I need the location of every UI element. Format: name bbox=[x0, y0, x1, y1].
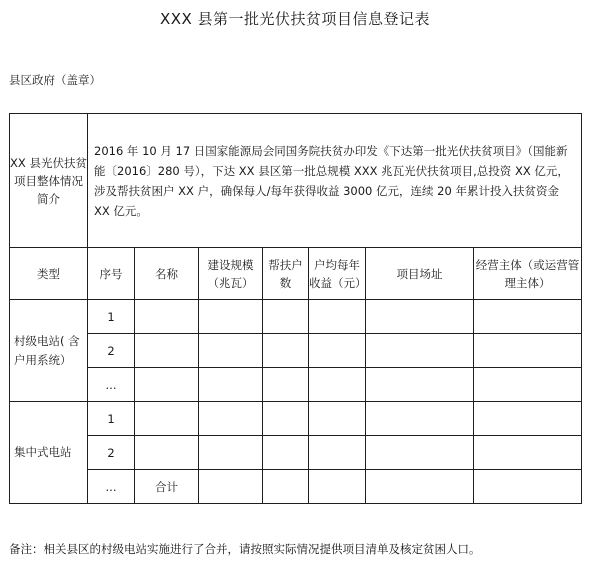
households-cell[interactable] bbox=[263, 402, 309, 436]
table-row bbox=[10, 470, 582, 504]
name-cell[interactable] bbox=[135, 300, 199, 334]
table-row bbox=[10, 436, 582, 470]
county-government-seal-label: 县区政府（盖章） bbox=[9, 73, 101, 87]
income-cell[interactable] bbox=[309, 402, 366, 436]
table-row bbox=[10, 402, 582, 436]
summary-text: 2016 年 10 月 17 日国家能源局会同国务院扶贫办印发《下达第一批光伏扶贫项目》（国能新能〔2016〕280 号），下达 XX 县区第一批总规模 XXX 兆瓦光伏扶贫项目,总投资 XX 亿元，涉及帮扶贫困户 XX 户，确保每人/每年获得收益 3000 亿元，连续 20 年累计投入扶贫资金 XX 亿元。 bbox=[88, 114, 582, 248]
site-cell[interactable] bbox=[366, 368, 474, 402]
name-cell[interactable] bbox=[135, 368, 199, 402]
name-cell[interactable] bbox=[135, 436, 199, 470]
header-annual-income: 户均每年收益（元） bbox=[309, 248, 366, 300]
households-cell[interactable] bbox=[263, 436, 309, 470]
header-serial: 序号 bbox=[88, 248, 135, 300]
name-cell[interactable] bbox=[135, 402, 199, 436]
total-label: 合计 bbox=[135, 470, 199, 504]
serial-cell: ... bbox=[88, 470, 135, 504]
income-cell[interactable] bbox=[309, 334, 366, 368]
operator-cell[interactable] bbox=[474, 436, 582, 470]
serial-cell: ... bbox=[88, 368, 135, 402]
households-cell[interactable] bbox=[263, 470, 309, 504]
header-capacity: 建设规模（兆瓦） bbox=[199, 248, 263, 300]
income-cell[interactable] bbox=[309, 436, 366, 470]
households-cell[interactable] bbox=[263, 300, 309, 334]
capacity-cell[interactable] bbox=[199, 402, 263, 436]
header-households: 帮扶户数 bbox=[263, 248, 309, 300]
households-cell[interactable] bbox=[263, 368, 309, 402]
operator-cell[interactable] bbox=[474, 470, 582, 504]
header-type: 类型 bbox=[10, 248, 88, 300]
capacity-cell[interactable] bbox=[199, 436, 263, 470]
category-centralized-station: 集中式电站 bbox=[10, 402, 88, 504]
operator-cell[interactable] bbox=[474, 368, 582, 402]
header-operator: 经营主体（或运营管理主体） bbox=[474, 248, 582, 300]
serial-cell: 2 bbox=[88, 334, 135, 368]
capacity-cell[interactable] bbox=[199, 300, 263, 334]
header-name: 名称 bbox=[135, 248, 199, 300]
capacity-cell[interactable] bbox=[199, 470, 263, 504]
operator-cell[interactable] bbox=[474, 402, 582, 436]
table-row bbox=[10, 334, 582, 368]
income-cell[interactable] bbox=[309, 470, 366, 504]
income-cell[interactable] bbox=[309, 300, 366, 334]
form-title: XXX 县第一批光伏扶贫项目信息登记表 bbox=[159, 10, 431, 28]
operator-cell[interactable] bbox=[474, 300, 582, 334]
header-row bbox=[10, 248, 582, 300]
site-cell[interactable] bbox=[366, 470, 474, 504]
summary-row bbox=[10, 114, 582, 248]
income-cell[interactable] bbox=[309, 368, 366, 402]
registration-table bbox=[9, 113, 582, 504]
households-cell[interactable] bbox=[263, 334, 309, 368]
site-cell[interactable] bbox=[366, 402, 474, 436]
capacity-cell[interactable] bbox=[199, 368, 263, 402]
category-village-station: 村级电站( 含户用系统） bbox=[10, 300, 88, 402]
table-row bbox=[10, 368, 582, 402]
capacity-cell[interactable] bbox=[199, 334, 263, 368]
footnote: 备注：相关县区的村级电站实施进行了合并，请按照实际情况提供项目清单及核定贫困人口。 bbox=[9, 542, 481, 556]
name-cell[interactable] bbox=[135, 334, 199, 368]
serial-cell: 2 bbox=[88, 436, 135, 470]
site-cell[interactable] bbox=[366, 436, 474, 470]
site-cell[interactable] bbox=[366, 300, 474, 334]
site-cell[interactable] bbox=[366, 334, 474, 368]
header-site: 项目场址 bbox=[366, 248, 474, 300]
table-row bbox=[10, 300, 582, 334]
summary-label: XX 县光伏扶贫项目整体情况简介 bbox=[10, 114, 88, 248]
serial-cell: 1 bbox=[88, 300, 135, 334]
operator-cell[interactable] bbox=[474, 334, 582, 368]
serial-cell: 1 bbox=[88, 402, 135, 436]
